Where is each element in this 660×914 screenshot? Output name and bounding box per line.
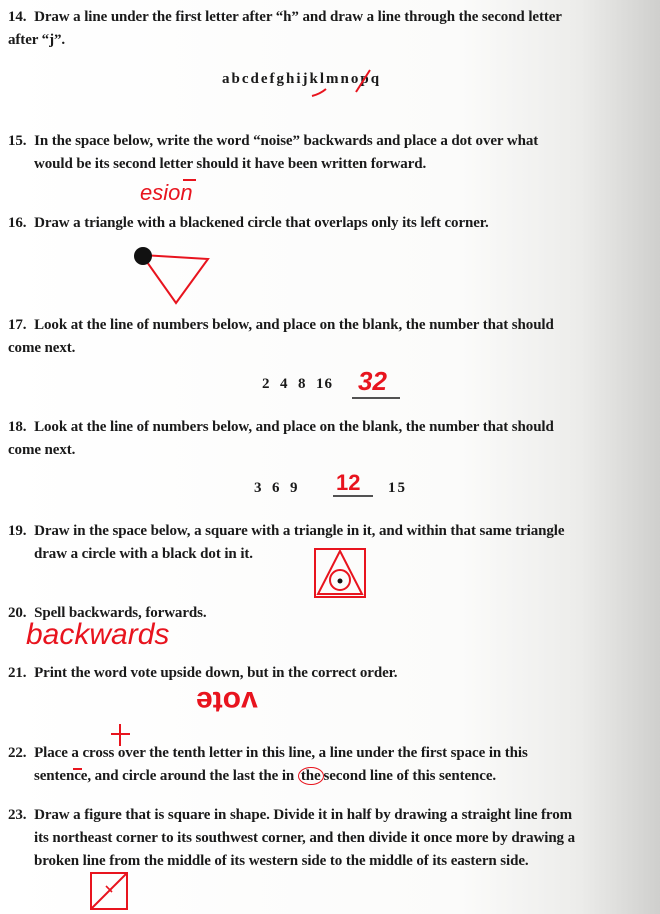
- question-number: 20.: [8, 605, 27, 621]
- question-text: Look at the line of numbers below, and place on the blank, the number that should: [34, 317, 554, 333]
- question-text: Draw in the space below, a square with a triangle in it, and within that same triangle: [34, 523, 565, 539]
- question-17: [8, 314, 648, 360]
- question-number: 15.: [8, 133, 27, 149]
- number-sequence-right: 15: [388, 480, 407, 496]
- question-text: Look at the line of numbers below, and place on the blank, the number that should: [34, 419, 554, 435]
- answer-20: backwards: [26, 618, 170, 651]
- dot-mark: [180, 177, 210, 187]
- answer-blank: [333, 494, 383, 500]
- divided-square-drawing: [88, 870, 132, 914]
- question-number: 18.: [8, 419, 27, 435]
- question-21: [8, 662, 648, 685]
- question-23: [8, 804, 658, 873]
- question-18: [8, 416, 648, 462]
- triangle-drawing: [130, 245, 220, 315]
- question-16: [8, 212, 648, 235]
- question-text: draw a circle with a black dot in it.: [34, 546, 253, 562]
- question-number: 23.: [8, 807, 27, 823]
- answer-17: 32: [358, 366, 387, 396]
- square-triangle-drawing: [312, 546, 372, 606]
- answer-21: vote: [196, 685, 258, 718]
- question-text: cross over the tenth letter in this line, a line under the first space in this: [82, 745, 528, 761]
- question-15: [8, 130, 648, 176]
- question-text: Draw a line under the first letter after “h” and draw a line through the second letter: [34, 9, 562, 25]
- question-text: second line of this sentence.: [323, 768, 497, 784]
- strike-mark: [356, 70, 370, 92]
- question-text: Spell backwards, forwards.: [34, 605, 207, 621]
- question-number: 21.: [8, 665, 27, 681]
- question-text: come next.: [8, 442, 76, 458]
- answer-15: esion: [140, 180, 193, 205]
- underline-space-mark: [72, 766, 92, 774]
- circled-word: the: [298, 767, 324, 785]
- question-text: Print the word vote upside down, but in the correct order.: [34, 665, 398, 681]
- letter-sequence: abcdefghijklmnopq: [222, 71, 382, 87]
- answer-18: 12: [336, 470, 361, 495]
- question-22: [8, 742, 658, 788]
- question-number: 16.: [8, 215, 27, 231]
- underline-mark: [312, 89, 326, 96]
- question-number: 14.: [8, 9, 27, 25]
- question-text: Place: [34, 745, 68, 761]
- question-text: Draw a triangle with a blackened circle that overlaps only its left corner.: [34, 215, 489, 231]
- question-number: 19.: [8, 523, 27, 539]
- number-sequence-left: 3 6 9: [254, 480, 299, 496]
- answer-blank: [352, 396, 412, 402]
- question-text: a: [71, 745, 79, 761]
- q14-marks: [0, 0, 660, 100]
- question-number: 22.: [8, 745, 27, 761]
- number-sequence: 2 4 8 16: [262, 376, 333, 392]
- question-number: 17.: [8, 317, 27, 333]
- question-text: sentence, and circle around the last the in: [34, 768, 295, 784]
- question-text: after “j”.: [8, 32, 66, 48]
- question-text: would be its second letter should it have been written forward.: [34, 156, 427, 172]
- question-text: broken line from the middle of its western side to the middle of its eastern side.: [34, 853, 529, 869]
- question-text: come next.: [8, 340, 76, 356]
- question-text: its northeast corner to its southwest corner, and then divide it once more by drawing a: [34, 830, 576, 846]
- question-text: Draw a figure that is square in shape. Divide it in half by drawing a straight line from: [34, 807, 573, 823]
- question-text: In the space below, write the word “noise” backwards and place a dot over what: [34, 133, 539, 149]
